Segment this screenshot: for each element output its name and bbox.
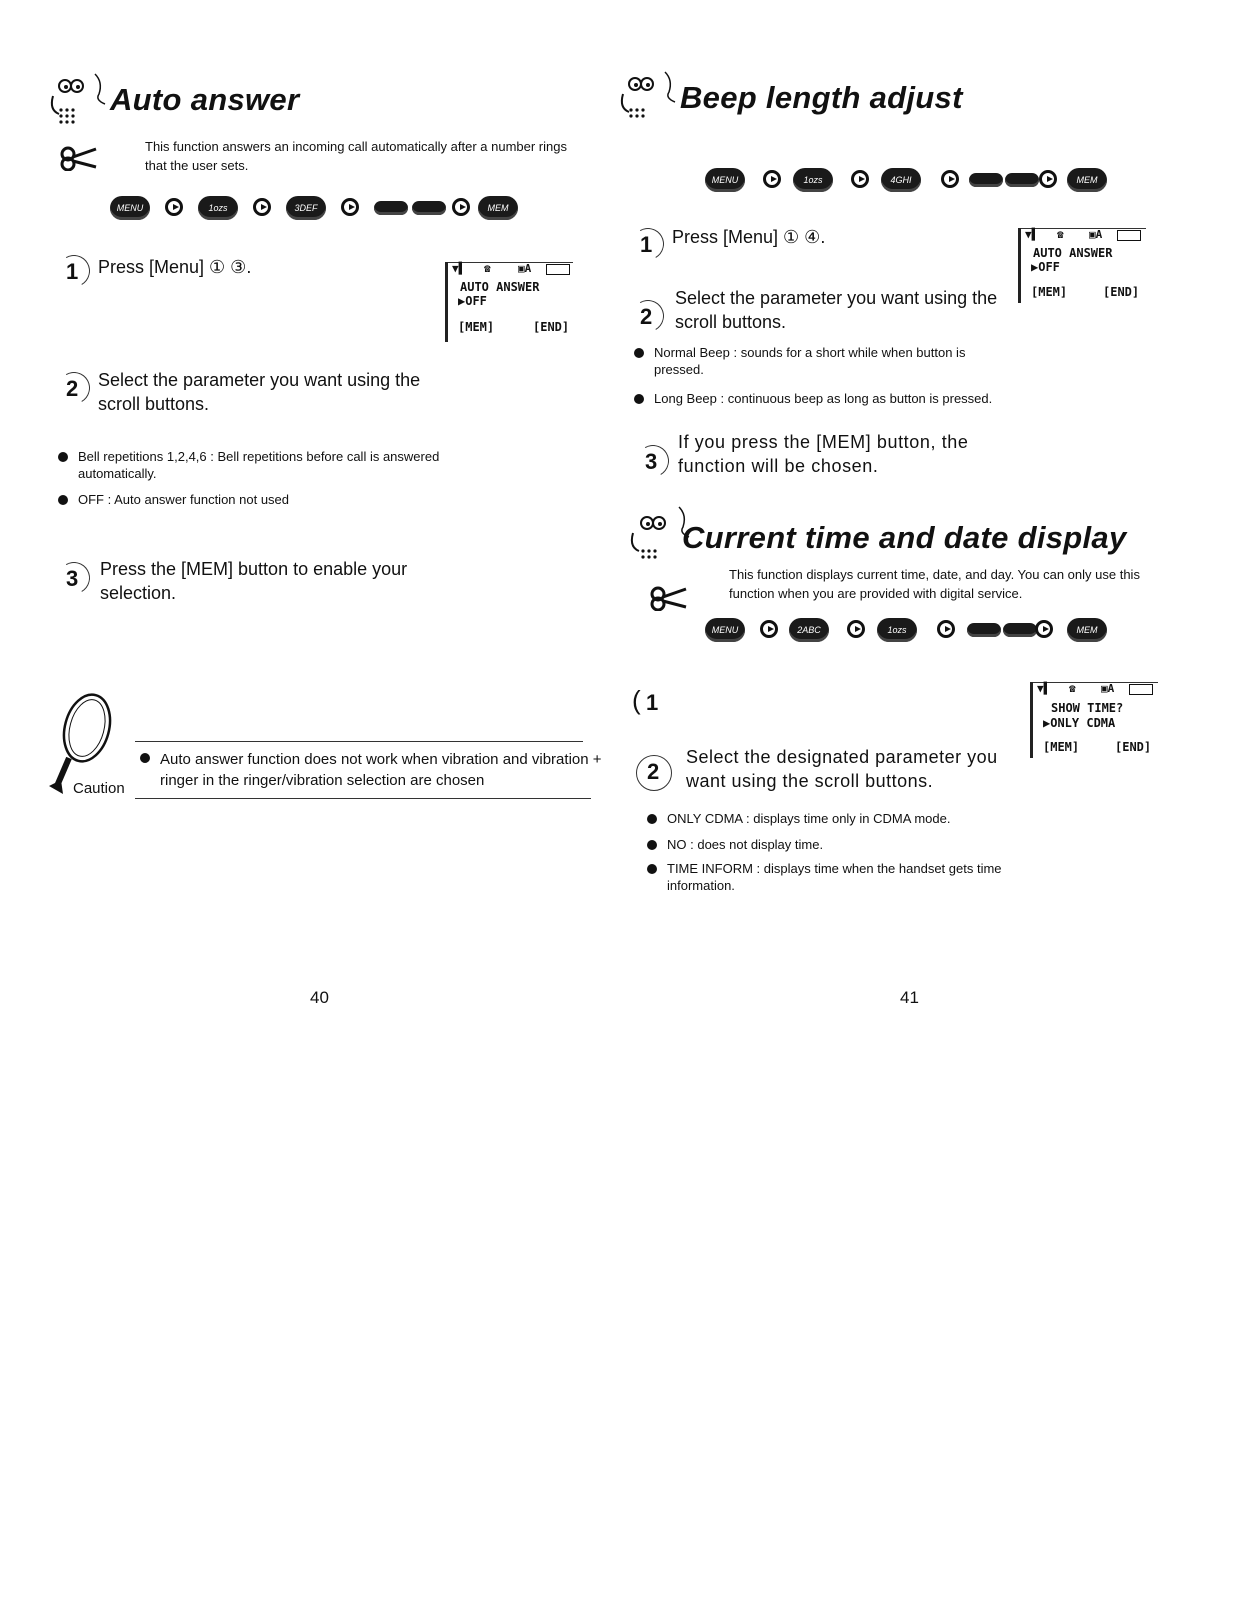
caution-text: Auto answer function does not work when vibration and vibration + ringer in the ringer/vibration selection are chosen xyxy=(140,749,605,791)
lcd-soft-left: [MEM] xyxy=(1031,285,1068,299)
key-1: 1ozs xyxy=(877,618,917,642)
bullet-item: Bell repetitions 1,2,4,6 : Bell repetitions before call is answered automatically. xyxy=(58,448,448,482)
battery-icon xyxy=(546,264,570,275)
lcd-line-2: ▶OFF xyxy=(458,294,487,308)
battery-icon xyxy=(1117,230,1141,241)
key-scroll-up xyxy=(967,623,1001,637)
scissors-icon xyxy=(60,145,100,171)
intro-auto-answer: This function answers an incoming call automatically after a number rings that the user sets. xyxy=(145,139,567,173)
key-scroll-down xyxy=(1005,173,1039,187)
arrow-right-icon xyxy=(253,198,271,216)
key-4: 4GHI xyxy=(881,168,921,192)
key-menu: MENU xyxy=(705,168,745,192)
arrow-right-icon xyxy=(941,170,959,188)
step-paren: ( xyxy=(632,685,641,715)
step-number: 1 xyxy=(632,228,662,262)
key-scroll-down xyxy=(1003,623,1037,637)
phone-icon: ☎ xyxy=(484,262,491,275)
step-text: Select the parameter you want using the scroll buttons. xyxy=(675,288,998,332)
arrow-right-icon xyxy=(341,198,359,216)
page-title-auto-answer: Auto answer xyxy=(110,82,300,117)
step-text: Select the parameter you want using the scroll buttons. xyxy=(98,370,421,414)
step-number: 2 xyxy=(632,300,662,334)
key-menu: MENU xyxy=(705,618,745,642)
bullet-item: TIME INFORM : displays time when the handset gets time information. xyxy=(647,860,1027,894)
step-number: 3 xyxy=(637,445,667,479)
lcd-line-2: ▶ONLY CDMA xyxy=(1043,716,1116,730)
phone-icon: ☎ xyxy=(1057,228,1064,241)
arrow-right-icon xyxy=(851,170,869,188)
step-text: Press the [MEM] button to enable your selection. xyxy=(100,559,408,603)
bullet-item: ONLY CDMA : displays time only in CDMA mode. xyxy=(647,810,1027,827)
arrow-right-icon xyxy=(452,198,470,216)
step-number-circle: 2 xyxy=(636,755,672,791)
step-number: 2 xyxy=(58,372,88,406)
lcd-display xyxy=(1018,228,1146,303)
lcd-soft-right: [END] xyxy=(533,320,570,334)
bullet-item: NO : does not display time. xyxy=(647,836,1027,853)
page-title-current-time: Current time and date display xyxy=(682,520,1127,555)
arrow-right-icon xyxy=(937,620,955,638)
page-number-41: 41 xyxy=(900,988,919,1007)
bullet-item: OFF : Auto answer function not used xyxy=(58,491,448,508)
arrow-right-icon xyxy=(763,170,781,188)
lcd-soft-left: [MEM] xyxy=(458,320,495,334)
intro-current-time: This function displays current time, date, and day. You can only use this function when you are provided with digital service. xyxy=(729,567,1140,601)
digital-indicator-icon: ▣A xyxy=(518,262,532,275)
arrow-right-icon xyxy=(165,198,183,216)
key-sequence-current-time xyxy=(705,618,1115,644)
signal-icon: ▼▌ xyxy=(1037,682,1051,695)
key-scroll-up xyxy=(374,201,408,215)
step-text: Press [Menu] ① ④. xyxy=(672,227,826,247)
digital-indicator-icon: ▣A xyxy=(1101,682,1115,695)
phone-mascot-icon xyxy=(45,70,115,140)
step-text: Select the designated parameter you want using the scroll buttons. xyxy=(686,747,998,791)
arrow-right-icon xyxy=(1035,620,1053,638)
lcd-display xyxy=(1030,682,1158,758)
lcd-status-bar xyxy=(1033,682,1158,697)
arrow-right-icon xyxy=(760,620,778,638)
scissors-icon xyxy=(650,585,690,611)
step-number: 1 xyxy=(646,690,659,715)
battery-icon xyxy=(1129,684,1153,695)
step-number: 3 xyxy=(58,562,88,596)
lcd-soft-right: [END] xyxy=(1115,740,1152,754)
bullet-item: Long Beep : continuous beep as long as button is pressed. xyxy=(634,390,1034,407)
page-title-beep-length: Beep length adjust xyxy=(680,80,963,115)
signal-icon: ▼▌ xyxy=(1025,228,1039,241)
key-3: 3DEF xyxy=(286,196,326,220)
caution-divider-bottom xyxy=(135,798,591,799)
step-text: If you press the [MEM] button, the function will be chosen. xyxy=(678,432,969,476)
step-number: 1 xyxy=(58,255,88,289)
phone-mascot-icon xyxy=(615,68,685,138)
key-2: 2ABC xyxy=(789,618,829,642)
lcd-display xyxy=(445,262,573,342)
key-sequence-beep-length xyxy=(705,168,1115,194)
lcd-status-bar xyxy=(448,262,573,277)
step-text: Press [Menu] ① ③. xyxy=(98,257,252,277)
lcd-status-bar xyxy=(1021,228,1146,243)
bullet-item: Normal Beep : sounds for a short while when button is pressed. xyxy=(634,344,1014,378)
key-mem: MEM xyxy=(1067,618,1107,642)
key-1: 1ozs xyxy=(198,196,238,220)
lcd-line-2: ▶OFF xyxy=(1031,260,1060,274)
lcd-line-1: SHOW TIME? xyxy=(1051,701,1124,715)
key-menu: MENU xyxy=(110,196,150,220)
phone-icon: ☎ xyxy=(1069,682,1076,695)
key-1: 1ozs xyxy=(793,168,833,192)
digital-indicator-icon: ▣A xyxy=(1089,228,1103,241)
caution-divider-top xyxy=(135,741,583,742)
key-mem: MEM xyxy=(478,196,518,220)
key-sequence-auto-answer xyxy=(110,196,520,222)
lcd-line-1: AUTO ANSWER xyxy=(1033,246,1113,260)
lcd-soft-left: [MEM] xyxy=(1043,740,1080,754)
page-number-40: 40 xyxy=(310,988,329,1007)
lcd-soft-right: [END] xyxy=(1103,285,1140,299)
key-scroll-down xyxy=(412,201,446,215)
arrow-right-icon xyxy=(847,620,865,638)
signal-icon: ▼▌ xyxy=(452,262,466,275)
lcd-line-1: AUTO ANSWER xyxy=(460,280,540,294)
caution-label: Caution xyxy=(73,780,125,797)
arrow-right-icon xyxy=(1039,170,1057,188)
key-scroll-up xyxy=(969,173,1003,187)
key-mem: MEM xyxy=(1067,168,1107,192)
